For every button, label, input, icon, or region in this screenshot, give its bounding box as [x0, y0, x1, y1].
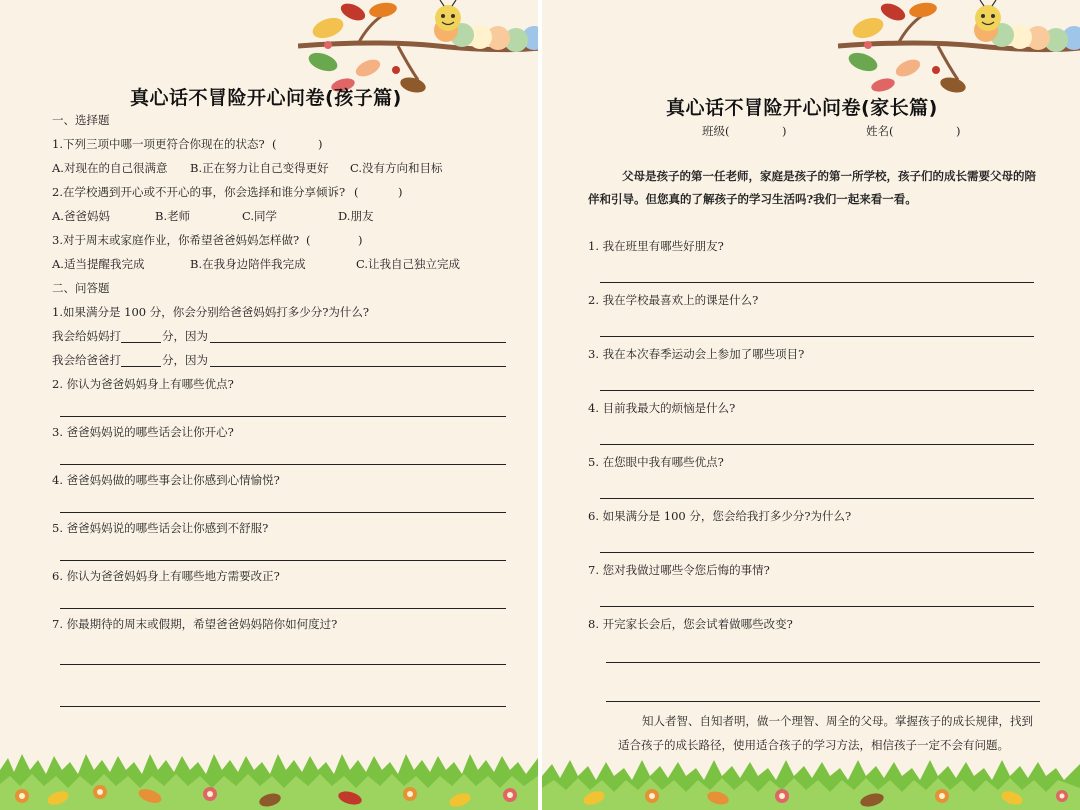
class-label: 班级(: [702, 124, 730, 138]
child-questionnaire-page: [0, 0, 538, 810]
option: A.对现在的自己很满意: [52, 161, 168, 175]
answer-line[interactable]: [606, 662, 1040, 663]
dad-reason-blank[interactable]: [210, 366, 506, 367]
answer-line[interactable]: [600, 498, 1034, 499]
name-paren-close: ): [956, 124, 961, 138]
parent-questionnaire-page: [542, 0, 1080, 810]
answer-line[interactable]: [600, 390, 1034, 391]
question-text: 5. 在您眼中我有哪些优点?: [588, 455, 724, 469]
question-text: 2. 你认为爸爸妈妈身上有哪些优点?: [52, 377, 234, 391]
name-label: 姓名(: [866, 124, 894, 138]
question-text: 2.在学校遇到开心或不开心的事，你会选择和谁分享倾诉?: [52, 185, 346, 199]
question-text: 2. 我在学校最喜欢上的课是什么?: [588, 293, 759, 307]
answer-paren-close: ): [398, 185, 403, 199]
answer-line[interactable]: [60, 664, 506, 665]
question-text: 5. 爸爸妈妈说的哪些话会让你感到不舒服?: [52, 521, 269, 535]
option: B.在我身边陪伴我完成: [190, 257, 306, 271]
question-text: 4. 目前我最大的烦恼是什么?: [588, 401, 736, 415]
closing-text: 适合孩子的成长路径，使用适合孩子的学习方法，相信孩子一定不会有问题。: [618, 738, 1009, 752]
answer-line[interactable]: [606, 701, 1040, 702]
answer-paren-open: (: [354, 185, 359, 199]
answer-line[interactable]: [60, 512, 506, 513]
mom-score-label: 我会给妈妈打: [52, 329, 121, 343]
option: C.让我自己独立完成: [356, 257, 461, 271]
answer-line[interactable]: [600, 606, 1034, 607]
answer-paren-close: ): [358, 233, 363, 247]
option: A.爸爸妈妈: [52, 209, 110, 223]
option: B.正在努力让自己变得更好: [190, 161, 329, 175]
closing-text: 知人者智、自知者明，做一个理智、周全的父母。掌握孩子的成长规律，找到: [642, 714, 1033, 728]
mom-reason-label: 分，因为: [162, 329, 208, 343]
dad-score-label: 我会给爸爸打: [52, 353, 121, 367]
branch-caterpillar-decoration: [838, 0, 1080, 100]
answer-paren-open: (: [306, 233, 311, 247]
question-text: 4. 爸爸妈妈做的哪些事会让你感到心情愉悦?: [52, 473, 280, 487]
question-text: 6. 你认为爸爸妈妈身上有哪些地方需要改正?: [52, 569, 280, 583]
option: B.老师: [155, 209, 191, 223]
question-text: 7. 你最期待的周末或假期，希望爸爸妈妈陪你如何度过?: [52, 617, 338, 631]
mom-reason-blank[interactable]: [210, 342, 506, 343]
mom-score-blank[interactable]: [121, 342, 161, 343]
question-text: 1. 我在班里有哪些好朋友?: [588, 239, 724, 253]
question-text: 1.如果满分是 100 分，你会分别给爸爸妈妈打多少分?为什么?: [52, 305, 370, 319]
answer-line[interactable]: [60, 706, 506, 707]
question-text: 3.对于周末或家庭作业，你希望爸爸妈妈怎样做?: [52, 233, 300, 247]
grass-border-decoration: [542, 750, 1080, 810]
dad-score-blank[interactable]: [121, 366, 161, 367]
answer-line[interactable]: [600, 552, 1034, 553]
answer-line[interactable]: [600, 336, 1034, 337]
intro-text: 父母是孩子的第一任老师，家庭是孩子的第一所学校，孩子们的成长需要父母的陪: [622, 169, 1036, 183]
option: C.没有方向和目标: [350, 161, 443, 175]
answer-paren-open: (: [272, 137, 277, 151]
option: A.适当提醒我完成: [52, 257, 145, 271]
section-heading-qa: 二、问答题: [52, 281, 110, 295]
answer-line[interactable]: [60, 560, 506, 561]
answer-line[interactable]: [60, 416, 506, 417]
question-text: 1.下列三项中哪一项更符合你现在的状态?: [52, 137, 265, 151]
question-text: 8. 开完家长会后，您会试着做哪些改变?: [588, 617, 793, 631]
question-text: 3. 爸爸妈妈说的哪些话会让你开心?: [52, 425, 234, 439]
dad-reason-label: 分，因为: [162, 353, 208, 367]
question-text: 6. 如果满分是 100 分，您会给我打多少分?为什么?: [588, 509, 852, 523]
class-paren-close: ): [782, 124, 787, 138]
option: C.同学: [242, 209, 278, 223]
answer-line[interactable]: [600, 282, 1034, 283]
grass-border-decoration: [0, 740, 538, 810]
intro-text: 伴和引导。但您真的了解孩子的学习生活吗?我们一起来看一看。: [588, 192, 917, 206]
page-title: 真心话不冒险开心问卷(家长篇): [666, 97, 938, 119]
answer-line[interactable]: [600, 444, 1034, 445]
question-text: 3. 我在本次春季运动会上参加了哪些项目?: [588, 347, 805, 361]
answer-paren-close: ): [318, 137, 323, 151]
answer-line[interactable]: [60, 608, 506, 609]
option: D.朋友: [338, 209, 374, 223]
answer-line[interactable]: [60, 464, 506, 465]
page-title: 真心话不冒险开心问卷(孩子篇): [130, 87, 402, 109]
question-text: 7. 您对我做过哪些令您后悔的事情?: [588, 563, 770, 577]
section-heading-choice: 一、选择题: [52, 113, 110, 127]
